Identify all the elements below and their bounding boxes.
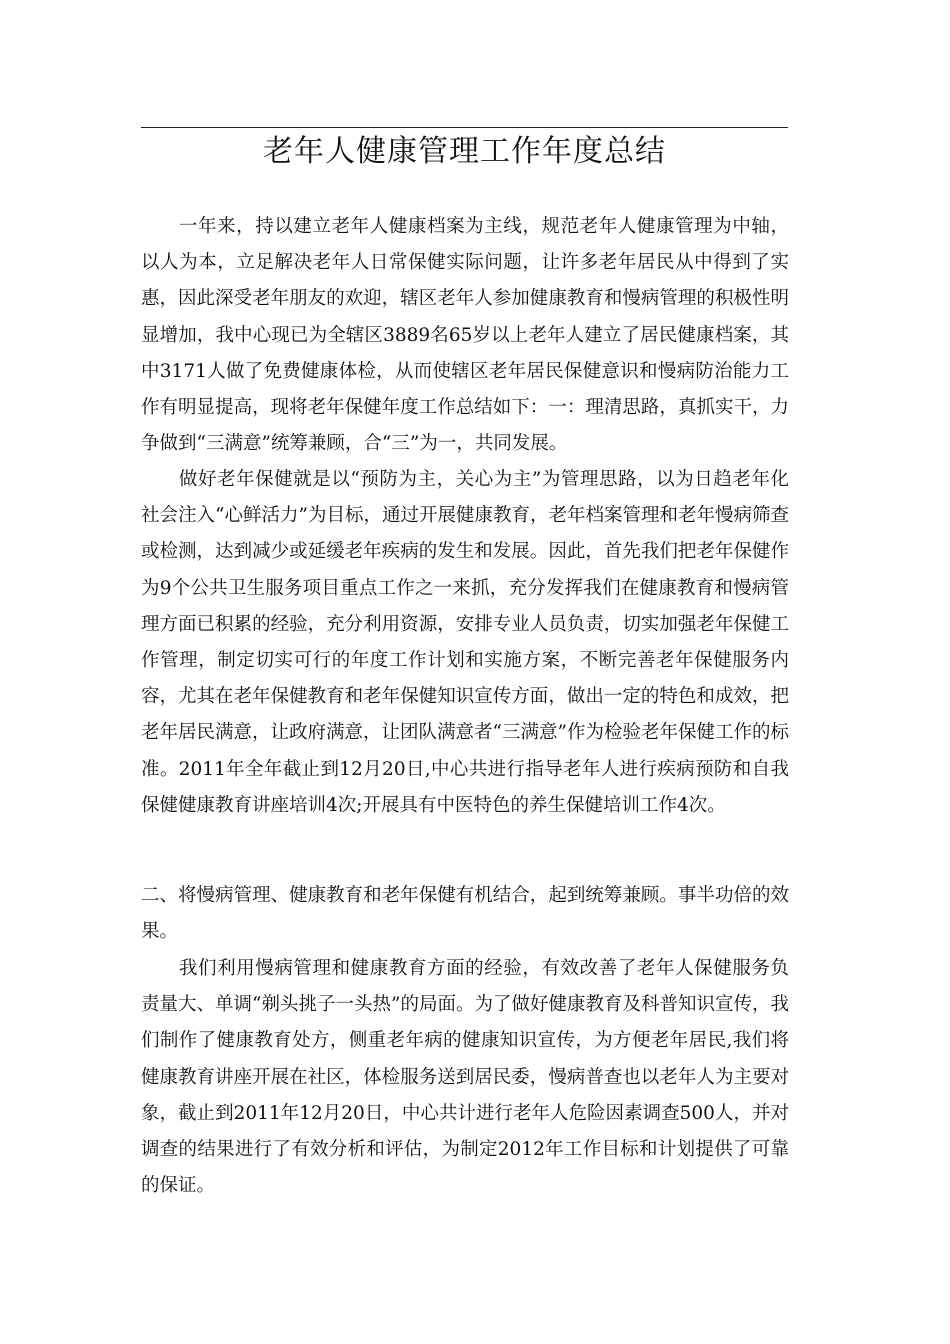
- paragraph-approach: 做好老年保健就是以“预防为主，关心为主”为管理思路，以为日趋老年化社会注入“心鲜活力”为目标，通过开展健康教育，老年档案管理和老年慢病筛查或检测，达到减少或延缓老年疾病的发生和发展。因此，首先我们把老年保健作为9个公共卫生服务项目重点工作之一来抓，充分发挥我们在健康教育和慢病管理方面已积累的经验，充分利用资源，安排专业人员负责，切实加强老年保健工作管理，制定切实可行的年度工作计划和实施方案，不断完善老年保健服务内容，尤其在老年保健教育和老年保健知识宣传方面，做出一定的特色和成效，把老年居民满意，让政府满意，让团队满意者“三满意”作为检验老年保健工作的标准。2011年全年截止到12月20日,中心共进行指导老年人进行疾病预防和自我保健健康教育讲座培训4次;开展具有中医特色的养生保健培训工作4次。: [141, 469, 789, 816]
- header-rule: [141, 127, 788, 128]
- document-title: 老年人健康管理工作年度总结: [263, 134, 666, 169]
- paragraph-intro: 一年来，持以建立老年人健康档案为主线，规范老年人健康管理为中轴，以人为本，立足解决老年人日常保健实际问题，让许多老年居民从中得到了实惠，因此深受老年朋友的欢迎，辖区老年人参加健康教育和慢病管理的积极性明显增加，我中心现已为全辖区3889名65岁以上老年人建立了居民健康档案，其中3171人做了免费健康体检，从而使辖区老年居民保健意识和慢病防治能力工作有明显提高，现将老年保健年度工作总结如下：一：理清思路，真抓实干，力争做到“三满意”统筹兼顾，合“三”为一，共同发展。: [141, 216, 789, 455]
- paragraph-integration: 我们利用慢病管理和健康教育方面的经验，有效改善了老年人保健服务负责量大、单调“剃头挑子一头热”的局面。为了做好健康教育及科普知识宣传，我们制作了健康教育处方，侧重老年病的健康知识宣传，为方便老年居民,我们将健康教育讲座开展在社区，体检服务送到居民委，慢病普查也以老年人为主要对象，截止到2011年12月20日，中心共计进行老年人危险因素调查500人，并对调查的结果进行了有效分析和评估，为制定2012年工作目标和计划提供了可靠的保证。: [141, 958, 789, 1197]
- section-heading-two: 二、将慢病管理、健康教育和老年保健有机结合，起到统筹兼顾。事半功倍的效果。: [141, 885, 789, 943]
